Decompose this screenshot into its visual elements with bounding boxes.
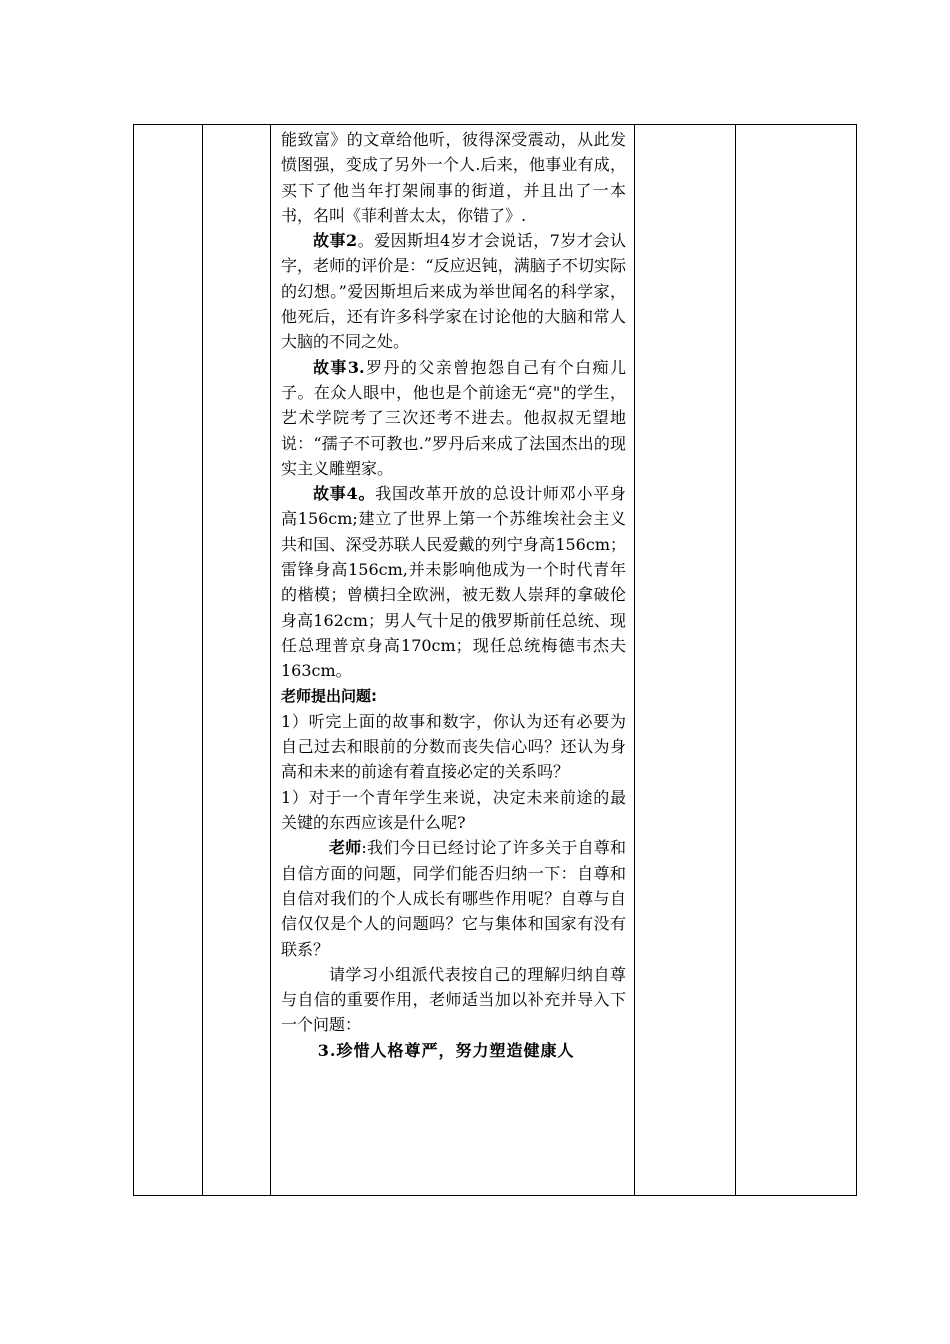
story3-paragraph <box>281 355 626 481</box>
story1-tail: 能致富》的文章给他听，彼得深受震动，从此发愤图强，变成了另外一个人.后来，他事业有成，买下了他当年打架闹事的街道，并且出了一本书，名叫《菲利普太太，你错了》. <box>281 130 626 225</box>
story4-label: 故事4。 <box>313 484 376 504</box>
lesson-content <box>271 125 634 1195</box>
teacher-text: :我们今日已经讨论了许多关于自尊和自信方面的问题，同学们能否归纳一下：自尊和自信对我们的个人成长有哪些作用呢？自尊与自信仅仅是个人的问题吗？它与集体和国家有没有联系？ <box>281 838 626 959</box>
teacher-label: 老师 <box>329 838 362 858</box>
story3-label: 故事3. <box>313 357 365 377</box>
table-cell-content <box>271 125 635 1196</box>
teacher-paragraph <box>281 835 626 961</box>
question-2: 1）对于一个青年学生来说，决定未来前途的最关键的东西应该是什么呢? <box>281 787 626 833</box>
story3-text: 罗丹的父亲曾抱怨自己有个白痴儿子。在众人眼中，他也是个前途无“亮"的学生，艺术学院考了三次还考不进去。他叔叔无望地说：“孺子不可教也.”罗丹后来成了法国杰出的现实主义雕塑家。 <box>281 357 626 478</box>
lesson-plan-table <box>133 124 857 1196</box>
table-cell-col4 <box>635 125 736 1196</box>
story4-text: 我国改革开放的总设计师邓小平身高156cm;建立了世界上第一个苏维埃社会主义共和国、深受苏联人民爱戴的列宁身高156cm；雷锋身高156cm,并未影响他成为一个时代青年的楷模；曾横扫全欧洲，被无数人崇拜的拿破伦身高162cm；男人气十足的俄罗斯前任总统、现任总理普京身高170cm；现任总统梅德韦杰夫163cm。 <box>281 484 626 681</box>
table-cell-col2 <box>203 125 271 1196</box>
table-cell-col5 <box>736 125 857 1196</box>
story2-paragraph <box>281 228 626 354</box>
teacher-question-heading: 老师提出问题: <box>281 686 377 705</box>
story4-paragraph <box>281 481 626 683</box>
section3-heading: 3.珍惜人格尊严，努力塑造健康人 <box>317 1040 575 1060</box>
table-cell-col1 <box>134 125 203 1196</box>
table-row <box>134 125 857 1196</box>
group-task-paragraph: 请学习小组派代表按自己的理解归纳自尊与自信的重要作用，老师适当加以补充并导入下一个问题： <box>281 964 626 1035</box>
story2-text: 。爱因斯坦4岁才会说话，7岁才会认字，老师的评价是：“反应迟钝，满脑子不切实际的幻想。”爱因斯坦后来成为举世闻名的科学家，他死后，还有许多科学家在讨论他的大脑和常人大脑的不同之处。 <box>281 231 626 352</box>
question-1: 1）听完上面的故事和数字，你认为还有必要为自己过去和眼前的分数而丧失信心吗？还认为身高和未来的前途有着直接必定的关系吗？ <box>281 711 626 782</box>
story2-label: 故事2 <box>313 231 358 251</box>
